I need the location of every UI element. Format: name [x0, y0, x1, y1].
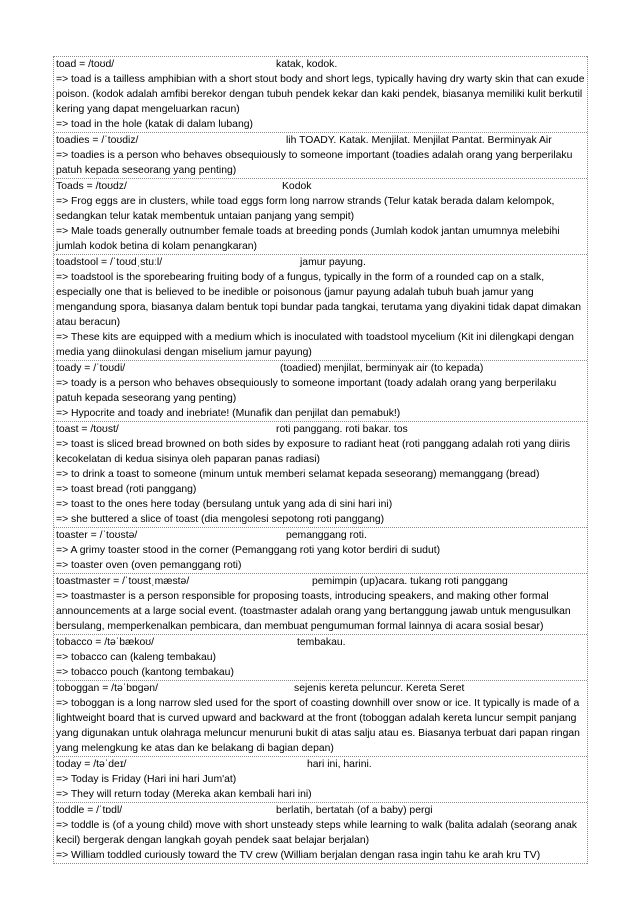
headword: toaster = /ˈtoʊstə/ [56, 530, 138, 541]
glossary-entry [54, 527, 587, 573]
example-line: => tobacco can (kaleng tembakau) [56, 652, 216, 663]
entry-header [54, 255, 587, 270]
translation: katak, kodok. [276, 59, 338, 70]
example-line: => They will return today (Mereka akan kembali hari ini) [56, 789, 312, 800]
example-line: => toad is a tailless amphibian with a short stout body and short legs, typically having dry warty skin that can exude poison. (kodok adalah amfibi berekor dengan tubuh pendek kekar dan kaki pendek, biasanya memiliki kulit berkutil kering yang dapat mengeluarkan racun) [56, 74, 585, 115]
example-line: => toast to the ones here today (bersulang untuk yang ada di sini hari ini) [56, 499, 393, 510]
example-line: => Frog eggs are in clusters, while toad eggs form long narrow strands (Telur katak berada dalam kelompok, sedangkan telur katak membentuk untaian panjang yang sempit) [56, 196, 555, 222]
headword: today = /təˈdeɪ/ [56, 759, 127, 770]
example-line: => William toddled curiously toward the TV crew (William berjalan dengan rasa ingin tahu ke arah kru TV) [56, 850, 541, 861]
translation: jamur payung. [300, 257, 366, 268]
example-line: => toady is a person who behaves obsequiously to someone important (toady adalah orang yang berperilaku patuh kepada seseorang yang penting) [56, 378, 557, 404]
glossary-entry [54, 756, 587, 802]
entry-header [54, 179, 587, 194]
glossary-entry [54, 680, 587, 756]
example-line: => toadstool is the sporebearing fruiting body of a fungus, typically in the form of a rounded cap on a stalk, especially one that is believed to be inedible or poisonous (jamur payung adalah tubuh buah jamur yang mengandung spora, biasanya dalam bentuk topi bundar pada tangkai, terutama yang diyakini tidak dapat dimakan atau beracun) [56, 272, 582, 328]
headword: toast = /toʊst/ [56, 424, 119, 435]
example-line: => toadies is a person who behaves obsequiously to someone important (toadies adalah orang yang berperilaku patuh kepada seseorang yang penting) [56, 150, 573, 176]
translation: berlatih, bertatah (of a baby) pergi [276, 805, 433, 816]
translation: sejenis kereta peluncur. Kereta Seret [294, 683, 465, 694]
example-line: => A grimy toaster stood in the corner (Pemanggang roti yang kotor berdiri di sudut) [56, 545, 441, 556]
entry-header [54, 422, 587, 437]
translation: lih TOADY. Katak. Menjilat. Menjilat Pantat. Berminyak Air [286, 135, 552, 146]
entry-header [54, 133, 587, 148]
entry-header [54, 635, 587, 650]
translation: (toadied) menjilat, berminyak air (to kepada) [280, 363, 484, 374]
example-line: => These kits are equipped with a medium which is inoculated with toadstool mycelium (Kit ini dilengkapi dengan media yang diinokulasi dengan miselium jamur payung) [56, 332, 574, 358]
example-line: => Hypocrite and toady and inebriate! (Munafik dan penjilat dan pemabuk!) [56, 408, 401, 419]
example-line: => toddle is (of a young child) move with short unsteady steps while learning to walk (balita adalah (seorang anak kecil) bergerak dengan langkah goyah pendek saat belajar berjalan) [56, 820, 577, 846]
example-line: => toaster oven (oven pemanggang roti) [56, 560, 242, 571]
headword: toad = /toʊd/ [56, 59, 115, 70]
glossary-entry [54, 178, 587, 254]
translation: hari ini, harini. [307, 759, 372, 770]
glossary-entry [54, 254, 587, 360]
entry-header [54, 757, 587, 772]
headword: toddle = /ˈtɒdl/ [56, 805, 123, 816]
example-line: => toast bread (roti panggang) [56, 484, 197, 495]
entry-header [54, 574, 587, 589]
example-line: => she buttered a slice of toast (dia mengolesi sepotong roti panggang) [56, 514, 385, 525]
example-line: => tobacco pouch (kantong tembakau) [56, 667, 234, 678]
entry-header [54, 803, 587, 818]
example-line: => toboggan is a long narrow sled used for the sport of coasting downhill over snow or ice. It typically is made of a lightweight board that is curved upward and backward at the front (toboggan adalah kereta luncur sempit panjang yang digunakan untuk olahraga meluncur menuruni bukit di atas salju atau es. Biasanya terbuat dari papan ringan yang melengkung ke atas dan ke belakang di bagian depan) [56, 698, 580, 754]
entry-header [54, 361, 587, 376]
translation: tembakau. [297, 637, 346, 648]
headword: toadstool = /ˈtoʊdˌstuːl/ [56, 257, 163, 268]
headword: toastmaster = /ˈtoʊstˌmæstə/ [56, 576, 190, 587]
glossary-entry [54, 573, 587, 634]
translation: Kodok [282, 181, 312, 192]
glossary-entry [54, 421, 587, 527]
glossary-document [53, 56, 588, 864]
entry-header [54, 57, 587, 72]
headword: toady = /ˈtoʊdi/ [56, 363, 126, 374]
headword: tobacco = /təˈbækoʊ/ [56, 637, 155, 648]
example-line: => toast is sliced bread browned on both sides by exposure to radiant heat (roti panggang adalah roti yang diiris kecokelatan di kedua sisinya oleh paparan panas radiasi) [56, 439, 571, 465]
headword: Toads = /toʊdz/ [56, 181, 127, 192]
headword: toboggan = /təˈbɒgən/ [56, 683, 158, 694]
example-line: => to drink a toast to someone (minum untuk memberi selamat kepada seseorang) memanggang (bread) [56, 469, 540, 480]
translation: roti panggang. roti bakar. tos [276, 424, 408, 435]
entry-header [54, 528, 587, 543]
example-line: => Today is Friday (Hari ini hari Jum'at) [56, 774, 237, 785]
example-line: => toad in the hole (katak di dalam lubang) [56, 119, 253, 130]
glossary-entry [54, 634, 587, 680]
glossary-entry [54, 802, 587, 864]
headword: toadies = /ˈtoʊdiz/ [56, 135, 139, 146]
example-line: => Male toads generally outnumber female toads at breeding ponds (Jumlah kodok jantan umumnya melebihi jumlah kodok betina di kolam penangkaran) [56, 226, 560, 252]
entry-header [54, 681, 587, 696]
example-line: => toastmaster is a person responsible for proposing toasts, introducing speakers, and making other formal announcements at a large social event. (toastmaster adalah orang yang bertanggung jawab untuk mengusulkan bersulang, memperkenalkan pembicara, dan membuat pengumuman formal lainnya di acara sosial besar) [56, 591, 571, 632]
translation: pemimpin (up)acara. tukang roti panggang [312, 576, 508, 587]
translation: pemanggang roti. [286, 530, 367, 541]
glossary-entry [54, 132, 587, 178]
glossary-entry [54, 56, 587, 132]
glossary-entry [54, 360, 587, 421]
